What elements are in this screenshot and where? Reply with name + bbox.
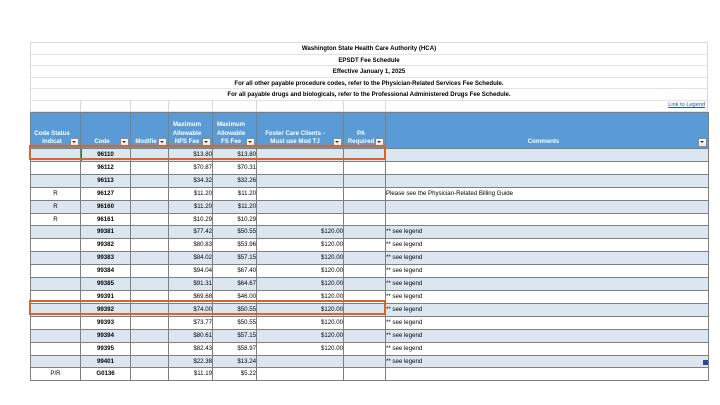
cell-foster-care-amount[interactable]: $120.00 [257,278,344,291]
fee-schedule-table [30,112,709,381]
cell-comments[interactable]: ** see legend [386,303,709,316]
cell-comments[interactable]: ** see legend [386,329,709,342]
cell-modifier[interactable] [131,161,169,174]
cell-modifier[interactable] [131,265,169,278]
cell-foster-care-amount[interactable] [257,161,344,174]
filter-dropdown-icon-fs[interactable] [246,138,255,147]
cell-max-allowable-fs-fee[interactable]: $50.55 [213,226,257,239]
cell-modifier[interactable] [131,342,169,355]
cell-max-allowable-nfs-fee[interactable]: $80.83 [169,239,213,252]
filter-dropdown-icon-pa[interactable] [375,138,384,147]
cell-max-allowable-nfs-fee[interactable]: $34.32 [169,174,213,187]
cell-pa-required[interactable] [344,187,386,200]
cell-modifier[interactable] [131,213,169,226]
column-header-foster-care-clients[interactable] [257,113,344,149]
column-separator [168,100,169,111]
filter-dropdown-icon-code[interactable] [120,138,129,147]
cell-max-allowable-fs-fee[interactable]: $10.29 [213,213,257,226]
cell-foster-care-amount[interactable]: $120.00 [257,239,344,252]
cell-code[interactable]: 96113 [81,174,131,187]
title-row-effective: Effective January 1, 2025 [31,66,707,78]
cell-modifier[interactable] [131,329,169,342]
cell-max-allowable-nfs-fee[interactable]: $11.20 [169,200,213,213]
filter-dropdown-icon-status[interactable] [70,138,79,147]
cell-max-allowable-nfs-fee[interactable]: $11.20 [169,187,213,200]
cell-pa-required[interactable] [344,161,386,174]
cell-code[interactable]: 99393 [81,316,131,329]
cell-foster-care-amount[interactable]: $120.00 [257,226,344,239]
cell-code[interactable]: 99392 [81,303,131,316]
cell-max-allowable-nfs-fee[interactable]: $11.19 [169,368,213,381]
table-row[interactable] [31,342,709,355]
cell-code-status-indicator[interactable] [31,174,81,187]
cell-max-allowable-nfs-fee[interactable]: $73.77 [169,316,213,329]
cell-max-allowable-nfs-fee[interactable]: $69.68 [169,290,213,303]
cell-code[interactable]: 96112 [81,161,131,174]
cell-max-allowable-fs-fee[interactable]: $57.15 [213,252,257,265]
table-row[interactable] [31,187,709,200]
cell-code[interactable]: 96110 [81,149,131,162]
cell-comments[interactable] [386,174,709,187]
cell-pa-required[interactable] [344,265,386,278]
column-header-label: Code [94,137,110,145]
cell-foster-care-amount[interactable]: $120.00 [257,303,344,316]
cell-code[interactable]: 99394 [81,329,131,342]
cell-max-allowable-fs-fee[interactable]: $67.40 [213,265,257,278]
cell-pa-required[interactable] [344,316,386,329]
cell-max-allowable-fs-fee[interactable]: $64.67 [213,278,257,291]
cell-code-status-indicator[interactable] [31,278,81,291]
cell-comments[interactable] [386,161,709,174]
column-header-label: Maximum Allowable NFS Fee [172,121,202,145]
cell-max-allowable-fs-fee[interactable]: $53.96 [213,239,257,252]
cell-code[interactable]: 99383 [81,252,131,265]
cell-pa-required[interactable] [344,226,386,239]
cell-code-status-indicator[interactable] [31,329,81,342]
column-separator [343,100,344,111]
cell-max-allowable-nfs-fee[interactable]: $82.43 [169,342,213,355]
cell-max-allowable-fs-fee[interactable]: $32.26 [213,174,257,187]
column-header-label: Maximum Allowable FS Fee [216,121,246,145]
link-to-legend[interactable]: Link to Legend [668,102,705,108]
cell-max-allowable-fs-fee[interactable]: $11.20 [213,187,257,200]
cell-comments[interactable]: ** see legend [386,226,709,239]
filter-dropdown-icon-nfs[interactable] [202,138,211,147]
table-row[interactable] [31,303,709,316]
cell-code[interactable]: 96127 [81,187,131,200]
column-header-code-status-indicator[interactable] [31,113,81,149]
cell-max-allowable-fs-fee[interactable]: $58.97 [213,342,257,355]
cell-modifier[interactable] [131,187,169,200]
cell-modifier[interactable] [131,239,169,252]
cell-comments[interactable]: ** see legend [386,316,709,329]
cell-max-allowable-fs-fee[interactable]: $13.80 [213,149,257,162]
cell-max-allowable-nfs-fee[interactable]: $80.61 [169,329,213,342]
cell-modifier[interactable] [131,303,169,316]
fee-schedule-table-body [31,149,709,381]
cell-pa-required[interactable] [344,252,386,265]
cell-comments[interactable]: ** see legend [386,252,709,265]
cell-comments[interactable]: ** see legend [386,239,709,252]
cell-max-allowable-fs-fee[interactable]: $46.00 [213,290,257,303]
cell-modifier[interactable] [131,316,169,329]
cell-foster-care-amount[interactable] [257,149,344,162]
cell-code[interactable]: 96161 [81,213,131,226]
table-row[interactable] [31,290,709,303]
cell-pa-required[interactable] [344,368,386,381]
table-row[interactable] [31,316,709,329]
table-header-row [31,113,709,149]
cell-pa-required[interactable] [344,303,386,316]
cell-pa-required[interactable] [344,278,386,291]
cell-foster-care-amount[interactable]: $120.00 [257,329,344,342]
cell-foster-care-amount[interactable]: $120.00 [257,316,344,329]
cell-foster-care-amount[interactable]: $120.00 [257,342,344,355]
table-row[interactable] [31,200,709,213]
title-row-note-codes: For all other payable procedure codes, refer to the Physician-Related Services Fee Schedule. [31,78,707,90]
column-header-comments[interactable] [386,113,709,149]
column-header-label: Code Status Indicat [34,129,70,145]
cell-modifier[interactable] [131,174,169,187]
cell-code-status-indicator[interactable] [31,265,81,278]
cell-comments[interactable]: ** see legend [386,265,709,278]
cell-pa-required[interactable] [344,200,386,213]
cell-max-allowable-nfs-fee[interactable]: $74.00 [169,303,213,316]
cell-max-allowable-fs-fee[interactable]: $11.20 [213,200,257,213]
cell-comments[interactable] [386,200,709,213]
cell-modifier[interactable] [131,368,169,381]
filter-dropdown-icon-modifier[interactable] [158,138,167,147]
cell-foster-care-amount[interactable] [257,213,344,226]
column-header-max-allowable-fs-fee[interactable] [213,113,257,149]
cell-modifier[interactable] [131,355,169,368]
legend-link-row [30,100,708,112]
cell-code-status-indicator[interactable]: R [31,187,81,200]
cell-pa-required[interactable] [344,149,386,162]
column-header-label: Modifie [135,137,157,145]
cell-code-status-indicator[interactable] [31,316,81,329]
cell-modifier[interactable] [131,252,169,265]
title-row-authority: Washington State Health Care Authority (HCA) [31,43,707,55]
cell-pa-required[interactable] [344,239,386,252]
title-block [30,42,708,101]
cell-max-allowable-nfs-fee[interactable]: $13.80 [169,149,213,162]
cell-modifier[interactable] [131,278,169,291]
column-header-pa-required[interactable] [344,113,386,149]
cell-foster-care-amount[interactable] [257,368,344,381]
cell-code[interactable]: 99384 [81,265,131,278]
column-header-code[interactable] [81,113,131,149]
table-row[interactable] [31,265,709,278]
title-row-schedule: EPSDT Fee Schedule [31,55,707,67]
cell-pa-required[interactable] [344,329,386,342]
column-separator [130,100,131,111]
cell-foster-care-amount[interactable]: $120.00 [257,252,344,265]
column-separator [80,100,81,111]
table-row[interactable] [31,368,709,381]
cell-pa-required[interactable] [344,174,386,187]
column-header-max-allowable-nfs-fee[interactable] [169,113,213,149]
cell-code-status-indicator[interactable] [31,303,81,316]
column-header-label: Foster Care Clients - Must use Mod TJ [265,129,325,145]
cell-comments[interactable] [386,213,709,226]
cell-comments[interactable] [386,149,709,162]
table-row[interactable] [31,355,709,368]
cell-code-status-indicator[interactable] [31,239,81,252]
table-row[interactable] [31,174,709,187]
cell-code[interactable]: 99382 [81,239,131,252]
cell-code[interactable]: 99401 [81,355,131,368]
cell-comments[interactable] [386,368,709,381]
cell-pa-required[interactable] [344,290,386,303]
selection-fill-handle[interactable] [703,360,708,365]
cell-code-status-indicator[interactable]: R [31,213,81,226]
column-header-label: Comments [527,137,560,145]
cell-pa-required[interactable] [344,355,386,368]
cell-code-status-indicator[interactable] [31,355,81,368]
cell-comments[interactable]: ** see legend [386,355,709,368]
cell-modifier[interactable] [131,200,169,213]
filter-dropdown-icon-comments[interactable] [698,138,707,147]
cell-modifier[interactable] [131,290,169,303]
cell-max-allowable-nfs-fee[interactable]: $91.31 [169,278,213,291]
filter-dropdown-icon-foster[interactable] [333,138,342,147]
cell-foster-care-amount[interactable] [257,355,344,368]
cell-code-status-indicator[interactable] [31,149,81,162]
cell-code-status-indicator[interactable]: R [31,200,81,213]
cell-max-allowable-nfs-fee[interactable]: $94.04 [169,265,213,278]
cell-max-allowable-fs-fee[interactable]: $70.31 [213,161,257,174]
cell-max-allowable-nfs-fee[interactable]: $10.29 [169,213,213,226]
cell-code[interactable]: 96160 [81,200,131,213]
cell-comments[interactable]: ** see legend [386,342,709,355]
cell-code[interactable]: 99381 [81,226,131,239]
cell-code-status-indicator[interactable] [31,161,81,174]
table-row[interactable] [31,329,709,342]
table-row[interactable] [31,149,709,162]
cell-max-allowable-fs-fee[interactable]: $50.55 [213,303,257,316]
cell-max-allowable-nfs-fee[interactable]: $84.02 [169,252,213,265]
cell-max-allowable-fs-fee[interactable]: $57.15 [213,329,257,342]
cell-foster-care-amount[interactable] [257,174,344,187]
table-row[interactable] [31,226,709,239]
cell-max-allowable-fs-fee[interactable]: $50.55 [213,316,257,329]
cell-foster-care-amount[interactable]: $120.00 [257,265,344,278]
column-separator [256,100,257,111]
cell-max-allowable-nfs-fee[interactable]: $70.87 [169,161,213,174]
title-row-note-drugs: For all payable drugs and biologicals, refer to the Professional Administered Drugs Fee Schedule. [31,89,707,101]
column-separator [385,100,386,111]
table-row[interactable] [31,278,709,291]
table-row[interactable] [31,252,709,265]
cell-code-status-indicator[interactable] [31,342,81,355]
cell-max-allowable-fs-fee[interactable]: $5.22 [213,368,257,381]
cell-comments[interactable]: Please see the Physician-Related Billing Guide [386,187,709,200]
table-row[interactable] [31,161,709,174]
cell-code[interactable]: 99385 [81,278,131,291]
cell-code[interactable]: G0136 [81,368,131,381]
cell-code-status-indicator[interactable] [31,290,81,303]
cell-foster-care-amount[interactable] [257,200,344,213]
cell-foster-care-amount[interactable]: $120.00 [257,290,344,303]
cell-modifier[interactable] [131,149,169,162]
cell-foster-care-amount[interactable] [257,187,344,200]
column-header-label: PA Required [347,129,375,145]
cell-comments[interactable]: ** see legend [386,290,709,303]
table-row[interactable] [31,213,709,226]
cell-pa-required[interactable] [344,342,386,355]
cell-code-status-indicator[interactable] [31,252,81,265]
cell-max-allowable-nfs-fee[interactable]: $22.38 [169,355,213,368]
cell-max-allowable-fs-fee[interactable]: $13.24 [213,355,257,368]
cell-comments[interactable]: ** see legend [386,278,709,291]
cell-modifier[interactable] [131,226,169,239]
column-header-modifier[interactable] [131,113,169,149]
table-row[interactable] [31,239,709,252]
cell-code[interactable]: 99395 [81,342,131,355]
cell-pa-required[interactable] [344,213,386,226]
cell-max-allowable-nfs-fee[interactable]: $77.42 [169,226,213,239]
column-separator [212,100,213,111]
cell-code[interactable]: 99391 [81,290,131,303]
cell-code-status-indicator[interactable] [31,226,81,239]
cell-code-status-indicator[interactable]: P/R [31,368,81,381]
